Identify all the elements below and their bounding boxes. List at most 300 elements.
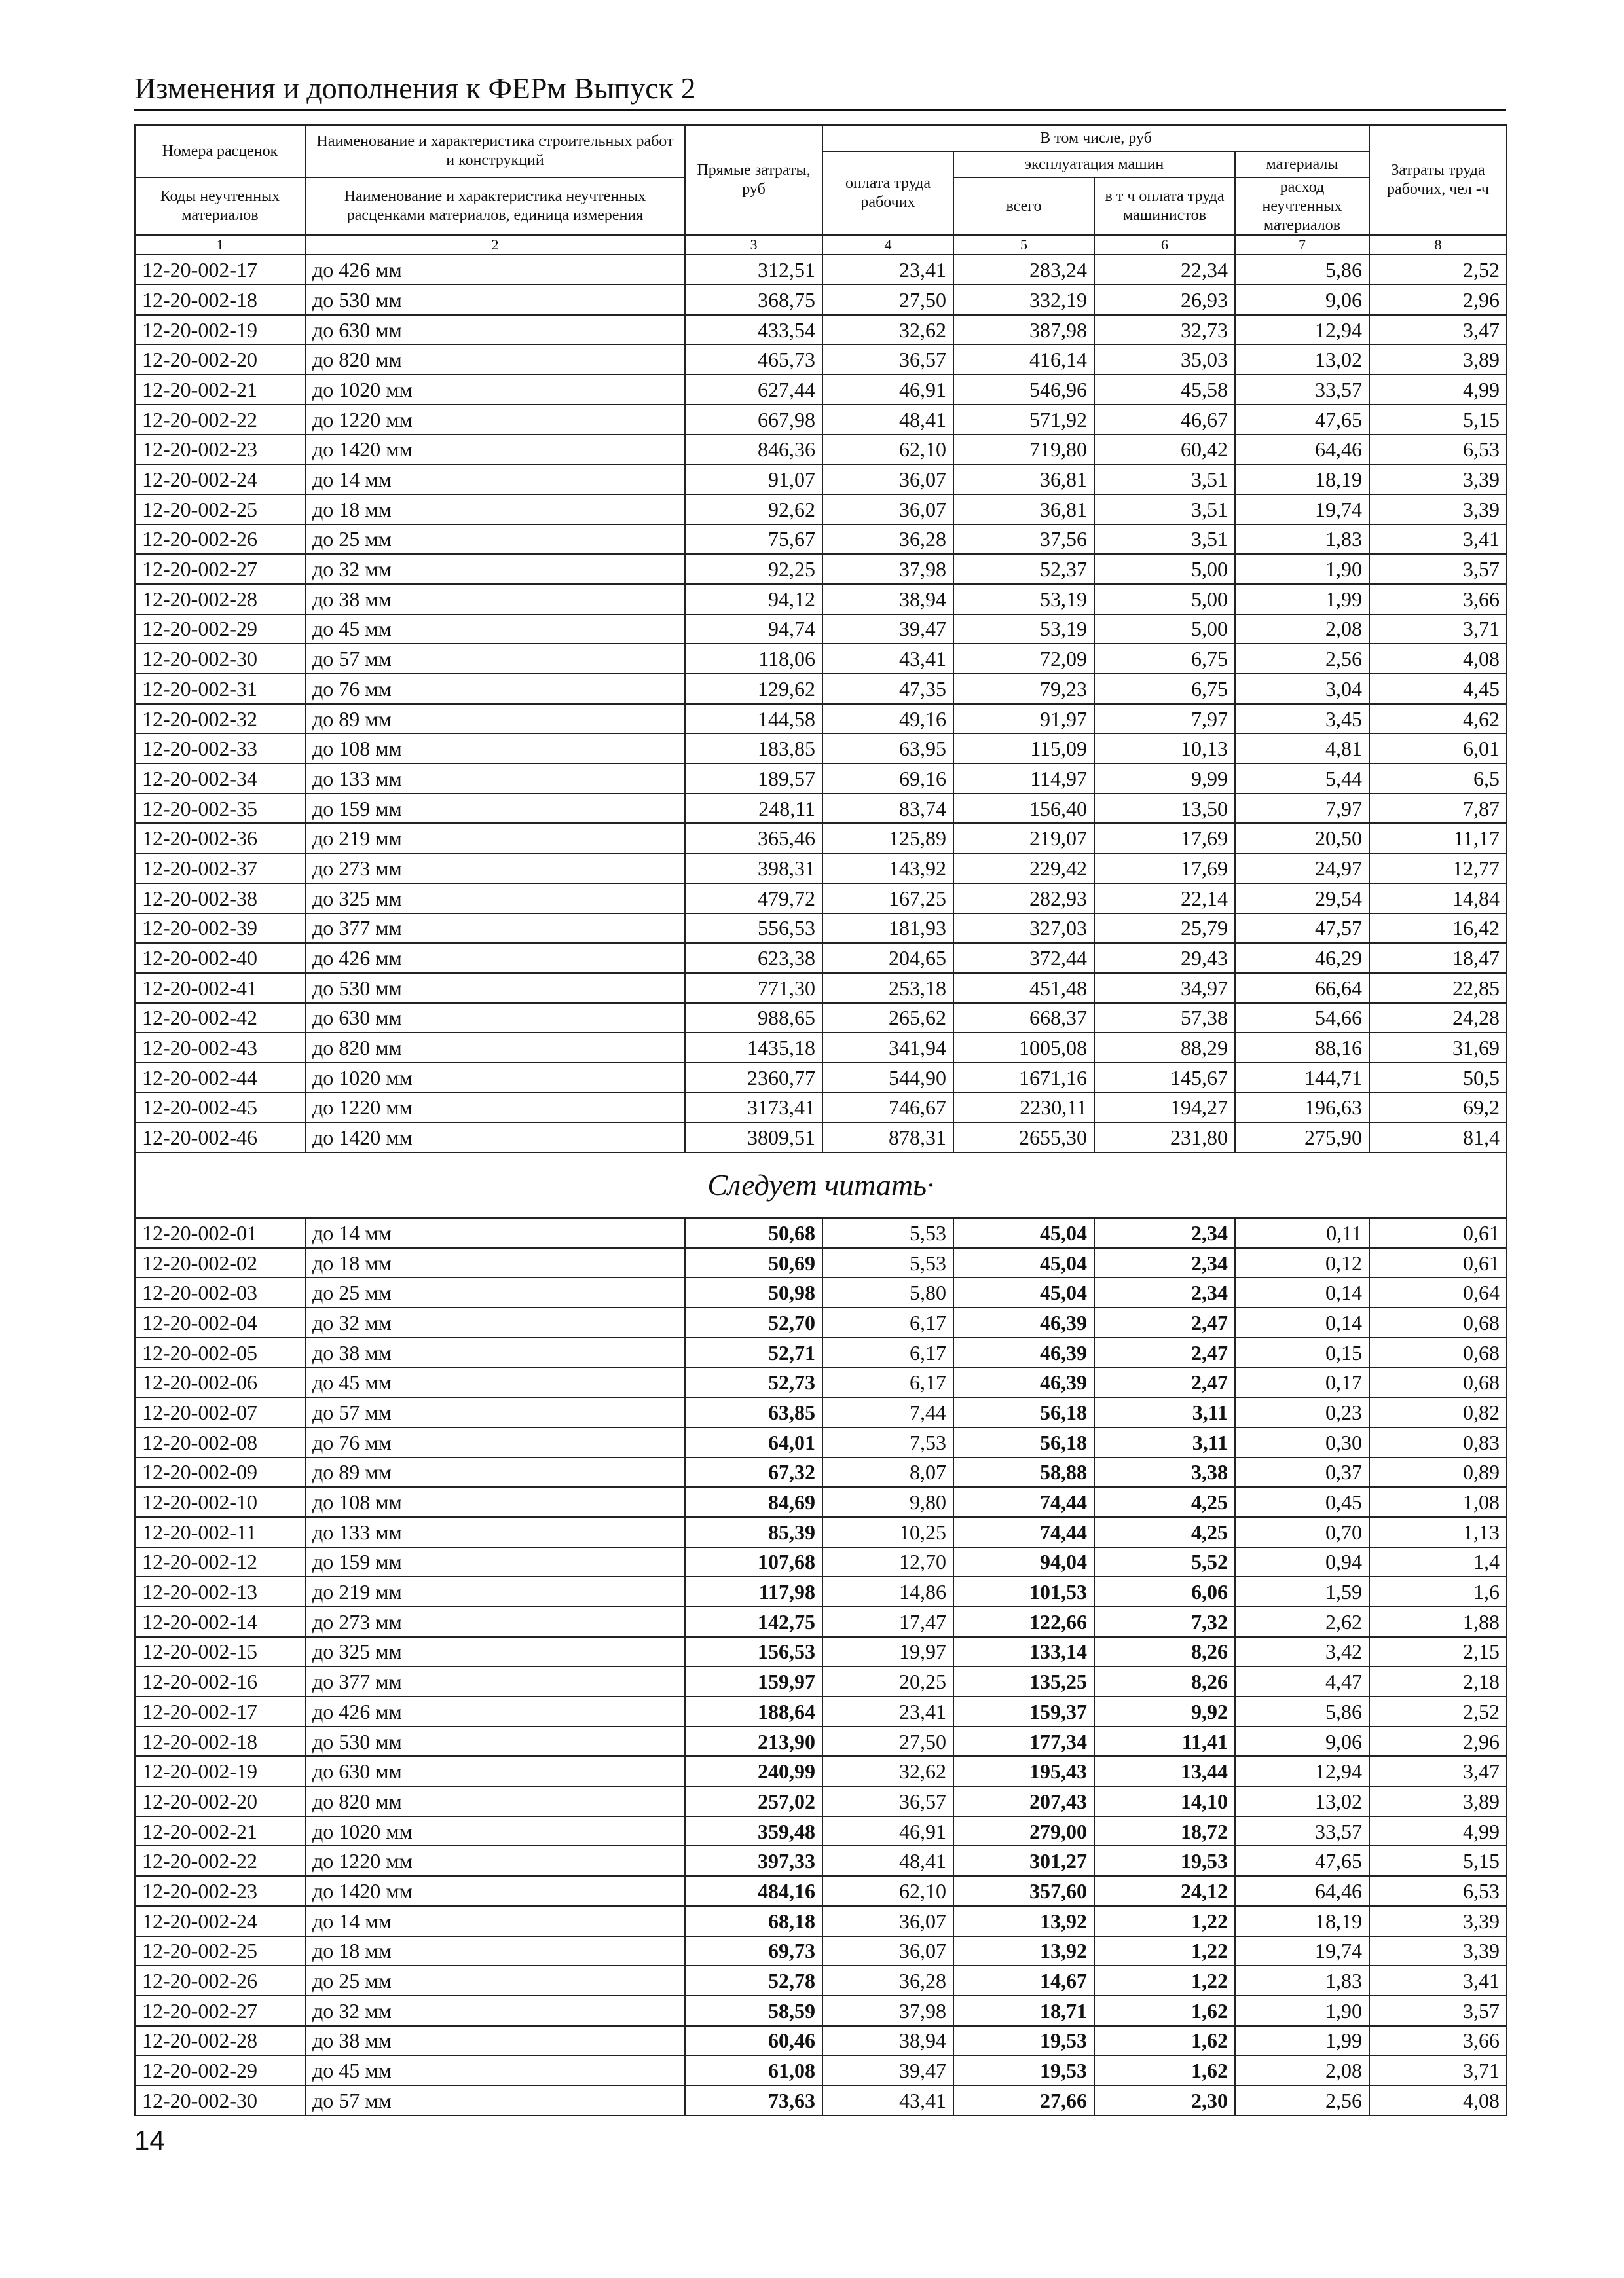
header-machine-operation: эксплуатация машин — [953, 151, 1235, 177]
work-name-cell: до 630 мм — [305, 315, 685, 345]
table-row-previous — [135, 584, 1507, 614]
table-row-previous — [135, 405, 1507, 435]
material-consumption-cell: 54,66 — [1235, 1003, 1369, 1033]
machines-total-cell: 133,14 — [953, 1637, 1094, 1667]
table-row-corrected — [135, 1248, 1507, 1278]
work-name-cell: до 630 мм — [305, 1756, 685, 1786]
worker-pay-cell: 46,91 — [822, 375, 953, 405]
machines-total-cell: 115,09 — [953, 733, 1094, 763]
work-name-cell: до 219 мм — [305, 1577, 685, 1607]
labor-costs-cell: 3,39 — [1369, 1906, 1507, 1936]
machinist-pay-cell: 5,00 — [1094, 554, 1235, 584]
material-consumption-cell: 1,99 — [1235, 584, 1369, 614]
machines-total-cell: 45,04 — [953, 1248, 1094, 1278]
table-row-corrected — [135, 1397, 1507, 1427]
labor-costs-cell: 7,87 — [1369, 794, 1507, 824]
labor-costs-cell: 3,71 — [1369, 614, 1507, 644]
work-name-cell: до 1220 мм — [305, 1846, 685, 1876]
column-number: 1 — [135, 235, 305, 255]
material-consumption-cell: 1,90 — [1235, 1996, 1369, 2026]
direct-costs-cell: 183,85 — [685, 733, 822, 763]
worker-pay-cell: 10,25 — [822, 1517, 953, 1547]
rate-code-cell: 12-20-002-11 — [135, 1517, 305, 1547]
worker-pay-cell: 36,57 — [822, 1786, 953, 1816]
machines-total-cell: 1005,08 — [953, 1033, 1094, 1063]
material-consumption-cell: 1,90 — [1235, 554, 1369, 584]
machinist-pay-cell: 3,11 — [1094, 1397, 1235, 1427]
labor-costs-cell: 18,47 — [1369, 943, 1507, 973]
direct-costs-cell: 368,75 — [685, 285, 822, 315]
worker-pay-cell: 37,98 — [822, 554, 953, 584]
labor-costs-cell: 3,89 — [1369, 1786, 1507, 1816]
worker-pay-cell: 12,70 — [822, 1547, 953, 1577]
table-row-previous — [135, 763, 1507, 794]
worker-pay-cell: 20,25 — [822, 1666, 953, 1697]
labor-costs-cell: 1,88 — [1369, 1607, 1507, 1637]
machines-total-cell: 1671,16 — [953, 1063, 1094, 1093]
machines-total-cell: 357,60 — [953, 1876, 1094, 1906]
column-number-row — [135, 235, 1507, 255]
work-name-cell: до 530 мм — [305, 285, 685, 315]
work-name-cell: до 14 мм — [305, 1906, 685, 1936]
table-row-previous — [135, 794, 1507, 824]
labor-costs-cell: 2,96 — [1369, 285, 1507, 315]
direct-costs-cell: 60,46 — [685, 2026, 822, 2056]
direct-costs-cell: 94,12 — [685, 584, 822, 614]
worker-pay-cell: 27,50 — [822, 1727, 953, 1757]
material-consumption-cell: 19,74 — [1235, 494, 1369, 524]
material-consumption-cell: 5,44 — [1235, 763, 1369, 794]
machinist-pay-cell: 1,22 — [1094, 1906, 1235, 1936]
direct-costs-cell: 52,71 — [685, 1338, 822, 1368]
material-consumption-cell: 1,59 — [1235, 1577, 1369, 1607]
machines-total-cell: 13,92 — [953, 1906, 1094, 1936]
rate-code-cell: 12-20-002-31 — [135, 674, 305, 704]
header-direct-costs: Прямые затраты, руб — [685, 125, 822, 235]
machines-total-cell: 91,97 — [953, 704, 1094, 734]
machinist-pay-cell: 9,92 — [1094, 1697, 1235, 1727]
worker-pay-cell: 253,18 — [822, 973, 953, 1003]
table-row-corrected — [135, 1996, 1507, 2026]
rate-code-cell: 12-20-002-18 — [135, 285, 305, 315]
rate-code-cell: 12-20-002-46 — [135, 1122, 305, 1152]
rate-code-cell: 12-20-002-37 — [135, 853, 305, 883]
machines-total-cell: 37,56 — [953, 524, 1094, 555]
table-row-corrected — [135, 1577, 1507, 1607]
table-row-corrected — [135, 1906, 1507, 1936]
rate-code-cell: 12-20-002-42 — [135, 1003, 305, 1033]
machinist-pay-cell: 5,00 — [1094, 614, 1235, 644]
work-name-cell: до 325 мм — [305, 883, 685, 913]
machines-total-cell: 45,04 — [953, 1277, 1094, 1308]
labor-costs-cell: 4,99 — [1369, 1816, 1507, 1846]
labor-costs-cell: 3,66 — [1369, 584, 1507, 614]
direct-costs-cell: 623,38 — [685, 943, 822, 973]
machines-total-cell: 14,67 — [953, 1966, 1094, 1996]
labor-costs-cell: 0,68 — [1369, 1338, 1507, 1368]
table-row-previous — [135, 823, 1507, 853]
rate-code-cell: 12-20-002-34 — [135, 763, 305, 794]
material-consumption-cell: 0,70 — [1235, 1517, 1369, 1547]
work-name-cell: до 273 мм — [305, 1607, 685, 1637]
material-consumption-cell: 1,99 — [1235, 2026, 1369, 2056]
worker-pay-cell: 181,93 — [822, 913, 953, 944]
worker-pay-cell: 5,53 — [822, 1218, 953, 1248]
labor-costs-cell: 4,45 — [1369, 674, 1507, 704]
worker-pay-cell: 46,91 — [822, 1816, 953, 1846]
machines-total-cell: 668,37 — [953, 1003, 1094, 1033]
direct-costs-cell: 63,85 — [685, 1397, 822, 1427]
machines-total-cell: 195,43 — [953, 1756, 1094, 1786]
machinist-pay-cell: 9,99 — [1094, 763, 1235, 794]
work-name-cell: до 76 мм — [305, 674, 685, 704]
material-consumption-cell: 144,71 — [1235, 1063, 1369, 1093]
rate-code-cell: 12-20-002-03 — [135, 1277, 305, 1308]
machinist-pay-cell: 1,62 — [1094, 2055, 1235, 2085]
direct-costs-cell: 771,30 — [685, 973, 822, 1003]
work-name-cell: до 108 мм — [305, 733, 685, 763]
machines-total-cell: 72,09 — [953, 644, 1094, 674]
labor-costs-cell: 5,15 — [1369, 405, 1507, 435]
table-row-corrected — [135, 1966, 1507, 1996]
work-name-cell: до 219 мм — [305, 823, 685, 853]
machines-total-cell: 46,39 — [953, 1338, 1094, 1368]
machines-total-cell: 114,97 — [953, 763, 1094, 794]
machines-total-cell: 546,96 — [953, 375, 1094, 405]
machines-total-cell: 451,48 — [953, 973, 1094, 1003]
labor-costs-cell: 12,77 — [1369, 853, 1507, 883]
rate-code-cell: 12-20-002-32 — [135, 704, 305, 734]
work-name-cell: до 32 мм — [305, 1996, 685, 2026]
machinist-pay-cell: 2,34 — [1094, 1248, 1235, 1278]
rate-code-cell: 12-20-002-05 — [135, 1338, 305, 1368]
header-labor-costs: Затраты труда рабочих, чел -ч — [1369, 125, 1507, 235]
worker-pay-cell: 39,47 — [822, 2055, 953, 2085]
header-rate-numbers: Номера расценок — [135, 125, 305, 177]
header-machinist-pay: в т ч оплата труда машинистов — [1094, 177, 1235, 235]
labor-costs-cell: 1,13 — [1369, 1517, 1507, 1547]
labor-costs-cell: 2,52 — [1369, 1697, 1507, 1727]
worker-pay-cell: 5,53 — [822, 1248, 953, 1278]
direct-costs-cell: 156,53 — [685, 1637, 822, 1667]
machinist-pay-cell: 2,30 — [1094, 2085, 1235, 2116]
worker-pay-cell: 48,41 — [822, 405, 953, 435]
worker-pay-cell: 38,94 — [822, 2026, 953, 2056]
rate-code-cell: 12-20-002-24 — [135, 1906, 305, 1936]
material-consumption-cell: 13,02 — [1235, 344, 1369, 375]
labor-costs-cell: 0,68 — [1369, 1367, 1507, 1397]
direct-costs-cell: 484,16 — [685, 1876, 822, 1906]
table-row-corrected — [135, 1427, 1507, 1458]
rate-code-cell: 12-20-002-26 — [135, 524, 305, 555]
machinist-pay-cell: 13,50 — [1094, 794, 1235, 824]
direct-costs-cell: 433,54 — [685, 315, 822, 345]
worker-pay-cell: 17,47 — [822, 1607, 953, 1637]
rate-code-cell: 12-20-002-02 — [135, 1248, 305, 1278]
worker-pay-cell: 32,62 — [822, 1756, 953, 1786]
header-including-group: В том числе, руб — [822, 125, 1369, 151]
machines-total-cell: 135,25 — [953, 1666, 1094, 1697]
material-consumption-cell: 13,02 — [1235, 1786, 1369, 1816]
machines-total-cell: 56,18 — [953, 1397, 1094, 1427]
machinist-pay-cell: 3,11 — [1094, 1427, 1235, 1458]
material-consumption-cell: 29,54 — [1235, 883, 1369, 913]
material-consumption-cell: 1,83 — [1235, 1966, 1369, 1996]
table-row-previous — [135, 285, 1507, 315]
machines-total-cell: 207,43 — [953, 1786, 1094, 1816]
labor-costs-cell: 50,5 — [1369, 1063, 1507, 1093]
table-row-corrected — [135, 2055, 1507, 2085]
machines-total-cell: 52,37 — [953, 554, 1094, 584]
work-name-cell: до 1020 мм — [305, 375, 685, 405]
labor-costs-cell: 0,68 — [1369, 1308, 1507, 1338]
table-row-corrected — [135, 1816, 1507, 1846]
machinist-pay-cell: 1,22 — [1094, 1936, 1235, 1966]
table-row-previous — [135, 644, 1507, 674]
worker-pay-cell: 43,41 — [822, 644, 953, 674]
table-row-previous — [135, 943, 1507, 973]
worker-pay-cell: 39,47 — [822, 614, 953, 644]
direct-costs-cell: 359,48 — [685, 1816, 822, 1846]
column-number: 6 — [1094, 235, 1235, 255]
table-row-corrected — [135, 1936, 1507, 1966]
machinist-pay-cell: 35,03 — [1094, 344, 1235, 375]
direct-costs-cell: 144,58 — [685, 704, 822, 734]
direct-costs-cell: 397,33 — [685, 1846, 822, 1876]
rate-code-cell: 12-20-002-28 — [135, 2026, 305, 2056]
direct-costs-cell: 107,68 — [685, 1547, 822, 1577]
direct-costs-cell: 52,73 — [685, 1367, 822, 1397]
material-consumption-cell: 0,30 — [1235, 1427, 1369, 1458]
direct-costs-cell: 627,44 — [685, 375, 822, 405]
rate-code-cell: 12-20-002-15 — [135, 1637, 305, 1667]
work-name-cell: до 159 мм — [305, 1547, 685, 1577]
table-row-previous — [135, 464, 1507, 494]
title-rule — [134, 109, 1506, 111]
header-material-consumption: расход неучтенных материалов — [1235, 177, 1369, 235]
labor-costs-cell: 6,53 — [1369, 435, 1507, 465]
material-consumption-cell: 19,74 — [1235, 1936, 1369, 1966]
work-name-cell: до 1420 мм — [305, 1122, 685, 1152]
rate-code-cell: 12-20-002-24 — [135, 464, 305, 494]
labor-costs-cell: 69,2 — [1369, 1093, 1507, 1123]
direct-costs-cell: 92,62 — [685, 494, 822, 524]
table-row-corrected — [135, 1338, 1507, 1368]
rate-code-cell: 12-20-002-43 — [135, 1033, 305, 1063]
rate-code-cell: 12-20-002-28 — [135, 584, 305, 614]
machines-total-cell: 13,92 — [953, 1936, 1094, 1966]
worker-pay-cell: 62,10 — [822, 1876, 953, 1906]
worker-pay-cell: 6,17 — [822, 1308, 953, 1338]
labor-costs-cell: 31,69 — [1369, 1033, 1507, 1063]
table-header — [135, 125, 1507, 255]
direct-costs-cell: 1435,18 — [685, 1033, 822, 1063]
material-consumption-cell: 24,97 — [1235, 853, 1369, 883]
machines-total-cell: 45,04 — [953, 1218, 1094, 1248]
material-consumption-cell: 64,46 — [1235, 435, 1369, 465]
material-consumption-cell: 196,63 — [1235, 1093, 1369, 1123]
machinist-pay-cell: 1,62 — [1094, 2026, 1235, 2056]
table-row-corrected — [135, 1517, 1507, 1547]
machinist-pay-cell: 22,14 — [1094, 883, 1235, 913]
material-consumption-cell: 5,86 — [1235, 255, 1369, 285]
rate-code-cell: 12-20-002-39 — [135, 913, 305, 944]
direct-costs-cell: 67,32 — [685, 1458, 822, 1488]
work-name-cell: до 133 мм — [305, 1517, 685, 1547]
work-name-cell: до 159 мм — [305, 794, 685, 824]
material-consumption-cell: 5,86 — [1235, 1697, 1369, 1727]
direct-costs-cell: 159,97 — [685, 1666, 822, 1697]
machines-total-cell: 229,42 — [953, 853, 1094, 883]
machinist-pay-cell: 60,42 — [1094, 435, 1235, 465]
rate-code-cell: 12-20-002-27 — [135, 554, 305, 584]
table-row-corrected — [135, 1666, 1507, 1697]
worker-pay-cell: 8,07 — [822, 1458, 953, 1488]
worker-pay-cell: 143,92 — [822, 853, 953, 883]
direct-costs-cell: 85,39 — [685, 1517, 822, 1547]
machinist-pay-cell: 3,38 — [1094, 1458, 1235, 1488]
work-name-cell: до 57 мм — [305, 644, 685, 674]
column-number: 7 — [1235, 235, 1369, 255]
machines-total-cell: 19,53 — [953, 2026, 1094, 2056]
rate-code-cell: 12-20-002-19 — [135, 1756, 305, 1786]
worker-pay-cell: 36,07 — [822, 1936, 953, 1966]
rate-code-cell: 12-20-002-38 — [135, 883, 305, 913]
material-consumption-cell: 0,94 — [1235, 1547, 1369, 1577]
table-row-previous — [135, 554, 1507, 584]
material-consumption-cell: 0,23 — [1235, 1397, 1369, 1427]
direct-costs-cell: 312,51 — [685, 255, 822, 285]
labor-costs-cell: 3,39 — [1369, 1936, 1507, 1966]
rate-code-cell: 12-20-002-25 — [135, 1936, 305, 1966]
work-name-cell: до 45 мм — [305, 1367, 685, 1397]
page-number: 14 — [134, 2125, 165, 2156]
direct-costs-cell: 91,07 — [685, 464, 822, 494]
machines-total-cell: 74,44 — [953, 1517, 1094, 1547]
direct-costs-cell: 213,90 — [685, 1727, 822, 1757]
rate-code-cell: 12-20-002-20 — [135, 344, 305, 375]
table-row-corrected — [135, 1727, 1507, 1757]
machinist-pay-cell: 7,32 — [1094, 1607, 1235, 1637]
work-name-cell: до 426 мм — [305, 255, 685, 285]
machines-total-cell: 46,39 — [953, 1308, 1094, 1338]
header-material-name: Наименование и характеристика неучтенных расценками материалов, единица измерения — [305, 177, 685, 235]
work-name-cell: до 89 мм — [305, 704, 685, 734]
machines-total-cell: 219,07 — [953, 823, 1094, 853]
direct-costs-cell: 465,73 — [685, 344, 822, 375]
work-name-cell: до 14 мм — [305, 464, 685, 494]
machinist-pay-cell: 145,67 — [1094, 1063, 1235, 1093]
rate-code-cell: 12-20-002-36 — [135, 823, 305, 853]
machines-total-cell: 19,53 — [953, 2055, 1094, 2085]
machinist-pay-cell: 14,10 — [1094, 1786, 1235, 1816]
work-name-cell: до 377 мм — [305, 913, 685, 944]
labor-costs-cell: 3,47 — [1369, 1756, 1507, 1786]
rate-code-cell: 12-20-002-45 — [135, 1093, 305, 1123]
machinist-pay-cell: 3,51 — [1094, 524, 1235, 555]
labor-costs-cell: 3,57 — [1369, 554, 1507, 584]
rate-code-cell: 12-20-002-13 — [135, 1577, 305, 1607]
labor-costs-cell: 14,84 — [1369, 883, 1507, 913]
machines-total-cell: 416,14 — [953, 344, 1094, 375]
labor-costs-cell: 1,4 — [1369, 1547, 1507, 1577]
worker-pay-cell: 746,67 — [822, 1093, 953, 1123]
rate-code-cell: 12-20-002-19 — [135, 315, 305, 345]
direct-costs-cell: 189,57 — [685, 763, 822, 794]
machines-total-cell: 282,93 — [953, 883, 1094, 913]
work-name-cell: до 426 мм — [305, 943, 685, 973]
table-row-corrected — [135, 1637, 1507, 1667]
material-consumption-cell: 33,57 — [1235, 375, 1369, 405]
worker-pay-cell: 23,41 — [822, 1697, 953, 1727]
table-row-corrected — [135, 1218, 1507, 1248]
direct-costs-cell: 988,65 — [685, 1003, 822, 1033]
machinist-pay-cell: 46,67 — [1094, 405, 1235, 435]
machinist-pay-cell: 34,97 — [1094, 973, 1235, 1003]
table-row-previous — [135, 315, 1507, 345]
labor-costs-cell: 3,47 — [1369, 315, 1507, 345]
machines-total-cell: 122,66 — [953, 1607, 1094, 1637]
labor-costs-cell: 3,57 — [1369, 1996, 1507, 2026]
work-name-cell: до 1220 мм — [305, 405, 685, 435]
work-name-cell: до 1420 мм — [305, 435, 685, 465]
direct-costs-cell: 3173,41 — [685, 1093, 822, 1123]
worker-pay-cell: 9,80 — [822, 1487, 953, 1517]
direct-costs-cell: 50,98 — [685, 1277, 822, 1308]
work-name-cell: до 820 мм — [305, 1033, 685, 1063]
machines-total-cell: 18,71 — [953, 1996, 1094, 2026]
direct-costs-cell: 257,02 — [685, 1786, 822, 1816]
machinist-pay-cell: 8,26 — [1094, 1637, 1235, 1667]
labor-costs-cell: 1,08 — [1369, 1487, 1507, 1517]
work-name-cell: до 89 мм — [305, 1458, 685, 1488]
material-consumption-cell: 47,57 — [1235, 913, 1369, 944]
rate-code-cell: 12-20-002-17 — [135, 1697, 305, 1727]
worker-pay-cell: 27,50 — [822, 285, 953, 315]
direct-costs-cell: 667,98 — [685, 405, 822, 435]
machines-total-cell: 2655,30 — [953, 1122, 1094, 1152]
machines-total-cell: 177,34 — [953, 1727, 1094, 1757]
material-consumption-cell: 64,46 — [1235, 1876, 1369, 1906]
rate-code-cell: 12-20-002-14 — [135, 1607, 305, 1637]
direct-costs-cell: 75,67 — [685, 524, 822, 555]
direct-costs-cell: 2360,77 — [685, 1063, 822, 1093]
rate-code-cell: 12-20-002-27 — [135, 1996, 305, 2026]
worker-pay-cell: 43,41 — [822, 2085, 953, 2116]
machines-total-cell: 387,98 — [953, 315, 1094, 345]
machinist-pay-cell: 231,80 — [1094, 1122, 1235, 1152]
material-consumption-cell: 18,19 — [1235, 464, 1369, 494]
worker-pay-cell: 83,74 — [822, 794, 953, 824]
labor-costs-cell: 3,41 — [1369, 524, 1507, 555]
worker-pay-cell: 6,17 — [822, 1338, 953, 1368]
table-row-previous — [135, 973, 1507, 1003]
material-consumption-cell: 88,16 — [1235, 1033, 1369, 1063]
rate-code-cell: 12-20-002-35 — [135, 794, 305, 824]
worker-pay-cell: 7,53 — [822, 1427, 953, 1458]
rate-code-cell: 12-20-002-21 — [135, 1816, 305, 1846]
work-name-cell: до 14 мм — [305, 1218, 685, 1248]
rate-code-cell: 12-20-002-23 — [135, 1876, 305, 1906]
labor-costs-cell: 22,85 — [1369, 973, 1507, 1003]
table-row-corrected — [135, 1487, 1507, 1517]
material-consumption-cell: 4,81 — [1235, 733, 1369, 763]
machines-total-cell: 36,81 — [953, 464, 1094, 494]
table-row-previous — [135, 883, 1507, 913]
direct-costs-cell: 188,64 — [685, 1697, 822, 1727]
rate-code-cell: 12-20-002-21 — [135, 375, 305, 405]
material-consumption-cell: 0,15 — [1235, 1338, 1369, 1368]
